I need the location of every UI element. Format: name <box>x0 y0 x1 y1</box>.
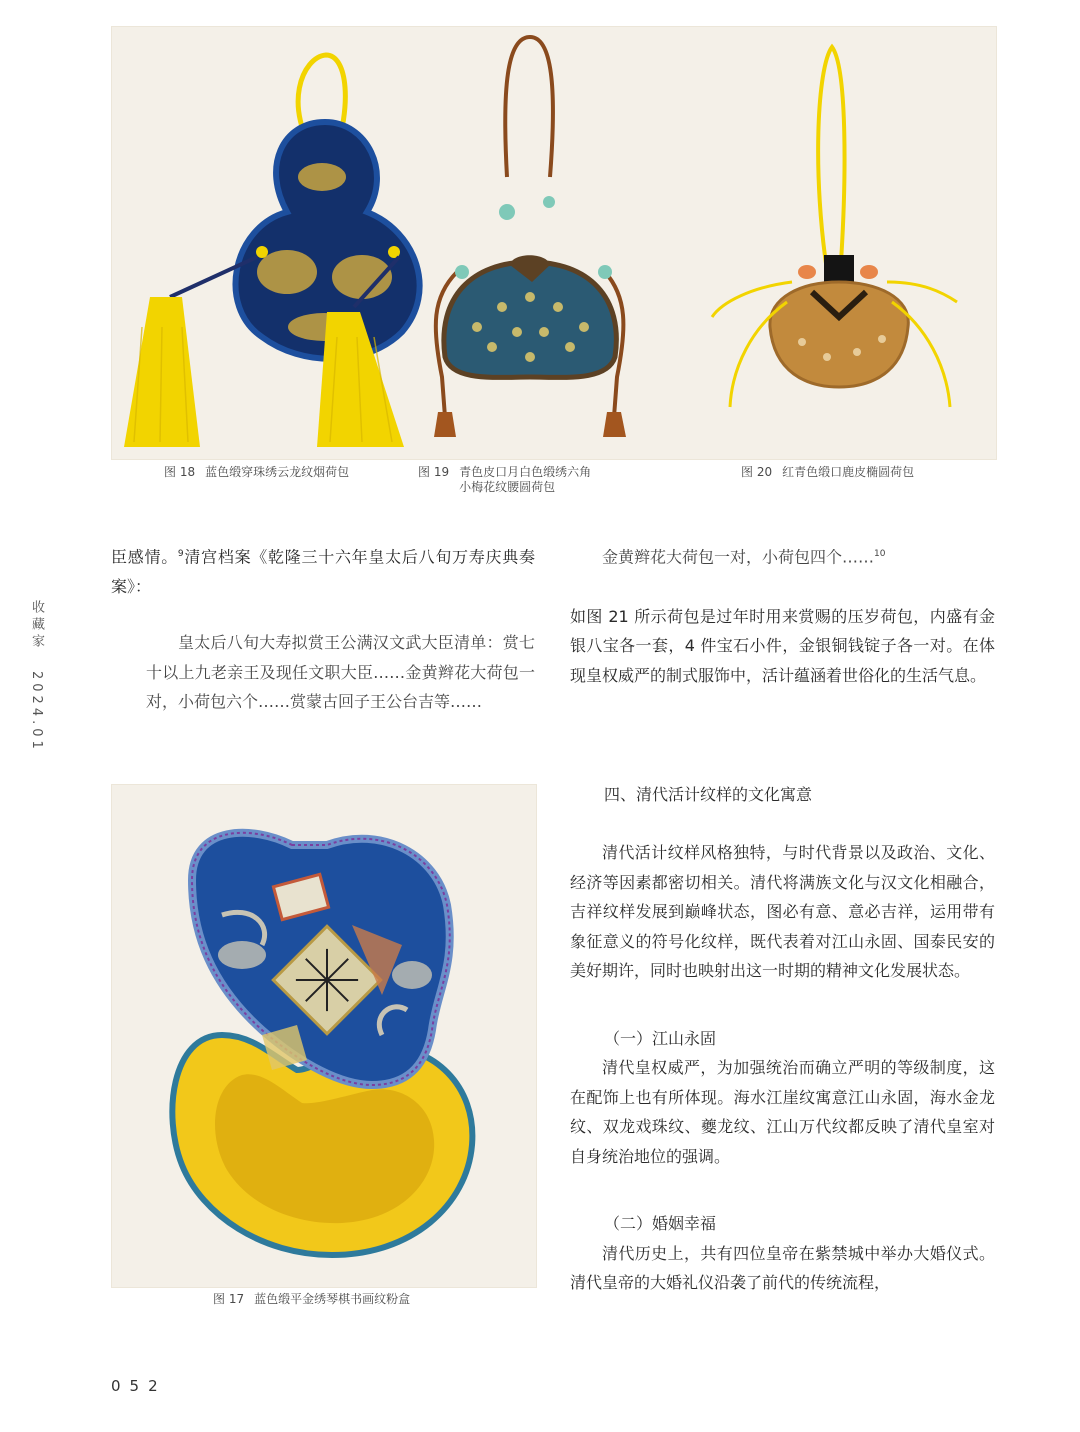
subheading-marriage: （二）婚姻幸福 <box>604 1214 717 1233</box>
left-p1-end: 清宫档案《乾隆三十六年皇太后八旬万寿庆典奏案》： <box>111 547 535 596</box>
caption-fig20-label: 图 20 <box>741 465 773 479</box>
caption-fig17-title: 蓝色缎平金绣琴棋书画纹粉盒 <box>254 1292 411 1306</box>
caption-fig18 <box>164 465 349 480</box>
gourd-purse-fig18 <box>124 55 420 447</box>
page-number: 052 <box>111 1377 167 1395</box>
paragraph-jiangshan: 清代皇权威严，为加强统治而确立严明的等级制度，这在配饰上也有所体现。海水江崖纹寓意江山永固，海水金龙纹、双龙戏珠纹、夔龙纹、江山万代纹都反映了清代皇室对自身统治地位的强调。 <box>570 1058 995 1166</box>
caption-fig19-label: 图 19 <box>418 465 450 479</box>
right-quote <box>570 540 995 572</box>
round-purse-fig19 <box>434 37 626 437</box>
magazine-name: 收藏家 <box>29 600 44 651</box>
footnote-9: 9 <box>177 549 184 559</box>
caption-fig19-title-line2: 小梅花纹腰圆荷包 <box>459 480 556 494</box>
left-p1-start: 臣感情。 <box>111 547 178 567</box>
section-heading: 四、清代活计纹样的文化寓意 <box>604 785 813 804</box>
right-column-bottom <box>570 838 995 1298</box>
powder-box-photo <box>111 784 537 1288</box>
left-quote-block <box>146 628 535 717</box>
subheading-jiangshan: （一）江山永固 <box>604 1028 717 1048</box>
caption-fig19 <box>418 465 591 495</box>
issue-date: 2024.01 <box>29 671 44 753</box>
caption-fig18-label: 图 18 <box>164 465 196 479</box>
left-quote-text: 皇太后八旬大寿拟赏王公满汉文武大臣清单：赏七十以上九老亲王及现任文职大臣……金黄辫花大荷包一对，小荷包六个……赏蒙古回子王公台吉等…… <box>146 633 535 711</box>
caption-fig19-title-line1: 青色皮口月白色缎绣六角 <box>459 465 592 479</box>
powder-box-illustration <box>112 785 536 1287</box>
sidebar-magazine-label <box>22 600 46 753</box>
paragraph-marriage: 清代历史上，共有四位皇帝在紫禁城中举办大婚仪式。清代皇帝的大婚礼仪沿袭了前代的传统流程， <box>570 1243 995 1292</box>
left-paragraph-1 <box>111 540 535 601</box>
caption-fig17-label: 图 17 <box>213 1292 245 1306</box>
paragraph-culture: 清代活计纹样风格独特，与时代背景以及政治、文化、经济等因素都密切相关。清代将满族文化与汉文化相融合，吉祥纹样发展到巅峰状态，图必有意、意必吉祥，运用带有象征意义的符号化纹样，既代表着对江山永固、国泰民安的美好期许，同时也映射出这一时期的精神文化发展状态。 <box>570 843 995 980</box>
right-column-top <box>570 540 995 690</box>
deerskin-purse-fig20 <box>712 47 957 407</box>
footnote-10: 10 <box>874 549 886 559</box>
right-quote-text: 金黄辫花大荷包一对，小荷包四个…… <box>602 547 875 567</box>
caption-fig20-title: 红青色缎口鹿皮椭圆荷包 <box>782 465 915 479</box>
caption-fig17 <box>213 1292 410 1307</box>
caption-fig20 <box>741 465 914 480</box>
top-photo-purses <box>111 26 997 460</box>
right-paragraph-fig21: 如图 21 所示荷包是过年时用来赏赐的压岁荷包，内盛有金银八宝各一套，4 件宝石小件，金银铜钱锭子各一对。在体现皇权威严的制式服饰中，活计蕴涵着世俗化的生活气息。 <box>570 606 995 685</box>
purses-illustration <box>112 27 996 459</box>
left-column-text <box>111 540 535 601</box>
caption-fig18-title: 蓝色缎穿珠绣云龙纹烟荷包 <box>205 465 350 479</box>
